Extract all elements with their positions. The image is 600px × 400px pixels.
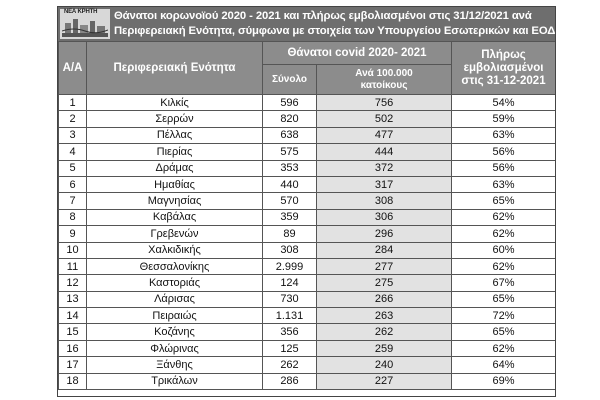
cell-total: 730 <box>263 291 317 307</box>
cell-per100k: 284 <box>317 242 452 258</box>
cell-total: 353 <box>263 160 317 176</box>
header-vaccinated-line1: Πλήρως <box>481 48 526 61</box>
table-row <box>59 193 556 209</box>
cell-region: Θεσσαλονίκης <box>87 258 263 274</box>
cell-index: 10 <box>59 242 87 258</box>
cell-vaccinated: 64% <box>452 357 556 373</box>
cell-region: Πειραιώς <box>87 308 263 324</box>
table-row <box>59 291 556 307</box>
cell-index: 1 <box>59 95 87 111</box>
header-vaccinated-line2: εμβολιασμένοι <box>463 61 544 74</box>
cell-region: Λάρισας <box>87 291 263 307</box>
cell-index: 7 <box>59 193 87 209</box>
table-row <box>59 127 556 143</box>
cell-total: 1.131 <box>263 308 317 324</box>
cell-per100k: 308 <box>317 193 452 209</box>
cell-vaccinated: 54% <box>452 95 556 111</box>
header-deaths-group: Θάνατοι covid 2020- 2021 <box>263 42 452 65</box>
cell-vaccinated: 62% <box>452 340 556 356</box>
table-row <box>59 160 556 176</box>
cell-vaccinated: 56% <box>452 160 556 176</box>
table-row <box>59 340 556 356</box>
cell-index: 8 <box>59 209 87 225</box>
table-row <box>59 275 556 291</box>
cell-per100k: 266 <box>317 291 452 307</box>
cell-region: Ημαθίας <box>87 176 263 192</box>
cell-per100k: 263 <box>317 308 452 324</box>
cell-total: 596 <box>263 95 317 111</box>
cell-region: Κιλκίς <box>87 95 263 111</box>
cell-total: 89 <box>263 226 317 242</box>
cell-vaccinated: 63% <box>452 127 556 143</box>
cell-index: 16 <box>59 340 87 356</box>
table-row <box>59 111 556 127</box>
cell-region: Καστοριάς <box>87 275 263 291</box>
cell-per100k: 227 <box>317 373 452 389</box>
cell-total: 440 <box>263 176 317 192</box>
table-row <box>59 373 556 389</box>
cell-index: 5 <box>59 160 87 176</box>
logo-text: ΝΕΑ ΚΡΗΤΗ <box>64 9 98 15</box>
table-row <box>59 258 556 274</box>
cell-region: Κοζάνης <box>87 324 263 340</box>
header-per100k-line2: κατοίκους <box>360 79 408 91</box>
cell-index: 15 <box>59 324 87 340</box>
cell-region: Καβάλας <box>87 209 263 225</box>
cell-total: 359 <box>263 209 317 225</box>
cell-per100k: 306 <box>317 209 452 225</box>
table-row <box>59 95 556 111</box>
cell-vaccinated: 72% <box>452 308 556 324</box>
cell-index: 4 <box>59 144 87 160</box>
cell-index: 12 <box>59 275 87 291</box>
cell-index: 2 <box>59 111 87 127</box>
cell-region: Γρεβενών <box>87 226 263 242</box>
cell-index: 17 <box>59 357 87 373</box>
title-line-2: Περιφερειακή Ενότητα, σύμφωνα με στοιχεία των Υπουργείου Εσωτερικών και ΕΟΔ <box>114 25 556 37</box>
header-region: Περιφερειακή Ενότητα <box>87 42 263 95</box>
table-row <box>59 242 556 258</box>
skyline-icon <box>62 17 108 37</box>
cell-region: Μαγνησίας <box>87 193 263 209</box>
cell-per100k: 296 <box>317 226 452 242</box>
newspaper-logo <box>60 9 110 39</box>
cell-vaccinated: 65% <box>452 291 556 307</box>
cell-per100k: 756 <box>317 95 452 111</box>
header-index: Α/Α <box>59 42 87 95</box>
cell-vaccinated: 65% <box>452 193 556 209</box>
title-banner <box>58 7 555 41</box>
cell-vaccinated: 67% <box>452 275 556 291</box>
table-row <box>59 308 556 324</box>
cell-region: Σερρών <box>87 111 263 127</box>
cell-per100k: 317 <box>317 176 452 192</box>
cell-per100k: 372 <box>317 160 452 176</box>
cell-per100k: 240 <box>317 357 452 373</box>
cell-index: 6 <box>59 176 87 192</box>
cell-total: 125 <box>263 340 317 356</box>
cell-region: Χαλκιδικής <box>87 242 263 258</box>
cell-region: Πιερίας <box>87 144 263 160</box>
table-row <box>59 209 556 225</box>
cell-region: Πέλλας <box>87 127 263 143</box>
table-row <box>59 144 556 160</box>
document-sheet <box>57 6 556 397</box>
cell-region: Φλώρινας <box>87 340 263 356</box>
cell-index: 13 <box>59 291 87 307</box>
deaths-vaccination-table <box>58 41 556 390</box>
cell-vaccinated: 62% <box>452 226 556 242</box>
cell-per100k: 275 <box>317 275 452 291</box>
cell-total: 308 <box>263 242 317 258</box>
cell-vaccinated: 62% <box>452 258 556 274</box>
cell-total: 570 <box>263 193 317 209</box>
header-per100k-line1: Ανά 100.000 <box>355 67 413 79</box>
title-line-1: Θάνατοι κορωνοϊού 2020 - 2021 και πλήρως εμβολιασμένοι στις 31/12/2021 ανά <box>114 10 532 22</box>
cell-total: 356 <box>263 324 317 340</box>
cell-total: 638 <box>263 127 317 143</box>
cell-per100k: 277 <box>317 258 452 274</box>
cell-index: 18 <box>59 373 87 389</box>
cell-total: 286 <box>263 373 317 389</box>
cell-vaccinated: 69% <box>452 373 556 389</box>
table-body <box>59 95 556 390</box>
table-row <box>59 357 556 373</box>
table-row <box>59 324 556 340</box>
cell-per100k: 444 <box>317 144 452 160</box>
cell-index: 11 <box>59 258 87 274</box>
cell-total: 575 <box>263 144 317 160</box>
cell-total: 262 <box>263 357 317 373</box>
cell-vaccinated: 59% <box>452 111 556 127</box>
cell-vaccinated: 60% <box>452 242 556 258</box>
table-row <box>59 226 556 242</box>
cell-per100k: 477 <box>317 127 452 143</box>
cell-total: 2.999 <box>263 258 317 274</box>
cell-vaccinated: 56% <box>452 144 556 160</box>
cell-total: 820 <box>263 111 317 127</box>
cell-index: 3 <box>59 127 87 143</box>
header-per100k <box>317 65 452 95</box>
header-vaccinated-line3: στις 31-12-2021 <box>461 74 546 87</box>
cell-region: Ξάνθης <box>87 357 263 373</box>
header-total: Σύνολο <box>263 65 317 95</box>
cell-region: Δράμας <box>87 160 263 176</box>
cell-index: 14 <box>59 308 87 324</box>
cell-vaccinated: 65% <box>452 324 556 340</box>
cell-vaccinated: 62% <box>452 209 556 225</box>
header-vaccinated <box>452 42 556 95</box>
table-row <box>59 176 556 192</box>
cell-per100k: 259 <box>317 340 452 356</box>
cell-per100k: 502 <box>317 111 452 127</box>
cell-region: Τρικάλων <box>87 373 263 389</box>
cell-total: 124 <box>263 275 317 291</box>
cell-vaccinated: 63% <box>452 176 556 192</box>
cell-per100k: 262 <box>317 324 452 340</box>
cell-index: 9 <box>59 226 87 242</box>
